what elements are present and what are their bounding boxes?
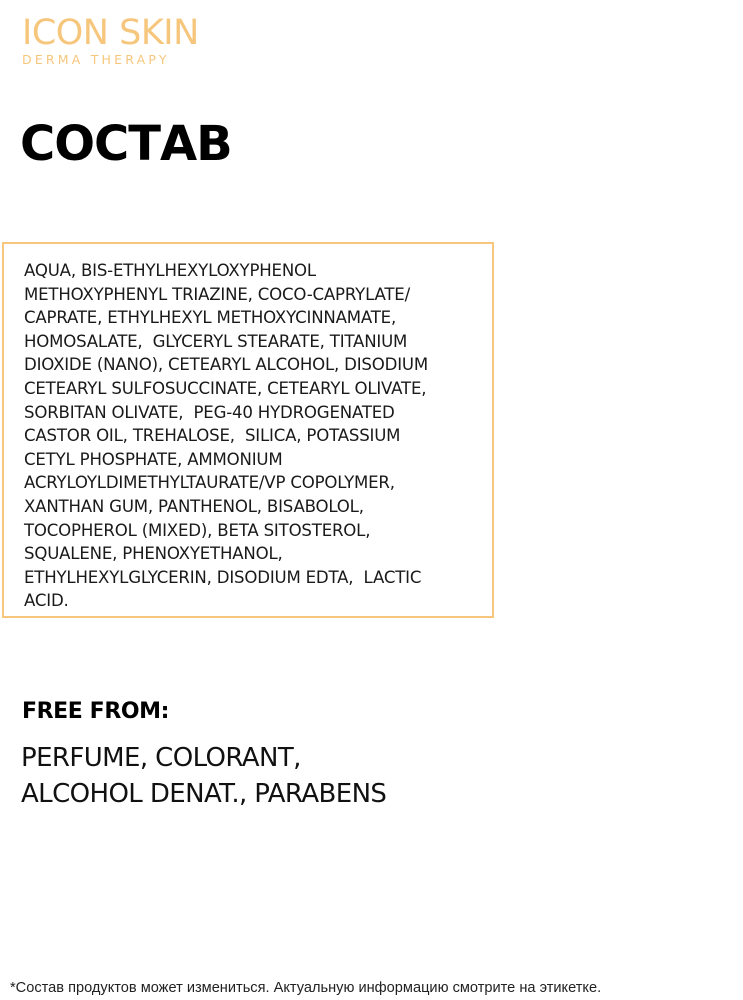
ingredient-line: TOCOPHEROL (MIXED), BETA SITOSTEROL, bbox=[24, 520, 371, 540]
ingredient-line: SORBITAN OLIVATE, PEG-40 HYDROGENATED bbox=[24, 402, 395, 422]
ingredient-line: CETYL PHOSPHATE, AMMONIUM bbox=[24, 449, 283, 469]
ingredient-line: METHOXYPHENYL TRIAZINE, COCO-CAPRYLATE/ bbox=[24, 284, 410, 304]
ingredient-line: XANTHAN GUM, PANTHENOL, BISABOLOL, bbox=[24, 496, 364, 516]
ingredient-line: CETEARYL SULFOSUCCINATE, CETEARYL OLIVATE, bbox=[24, 378, 427, 398]
ingredients-list bbox=[24, 259, 428, 613]
free-from-line: PERFUME, COLORANT, bbox=[21, 743, 301, 773]
ingredient-line: ACID. bbox=[24, 591, 69, 611]
ingredient-line: CAPRATE, ETHYLHEXYL METHOXYCINNAMATE, bbox=[24, 308, 397, 328]
ingredient-line: DIOXIDE (NANO), CETEARYL ALCOHOL, DISODIUM bbox=[24, 355, 428, 375]
ingredient-line: AQUA, BIS-ETHYLHEXYLOXYPHENOL bbox=[24, 261, 316, 280]
brand-logo bbox=[22, 14, 199, 67]
footnote: *Состав продуктов может измениться. Актуальную информацию смотрите на этикетке. bbox=[10, 980, 602, 996]
ingredient-line: ETHYLHEXYLGLYCERIN, DISODIUM EDTA, LACTIC bbox=[24, 567, 422, 587]
free-from-line: ALCOHOL DENAT., PARABENS bbox=[21, 779, 387, 809]
free-from-heading: FREE FROM: bbox=[22, 699, 170, 724]
page-title: СОСТАВ bbox=[20, 116, 232, 172]
ingredients-box bbox=[2, 242, 494, 618]
ingredient-line: SQUALENE, PHENOXYETHANOL, bbox=[24, 544, 283, 564]
free-from-list bbox=[21, 740, 386, 812]
ingredient-line: ACRYLOYLDIMETHYLTAURATE/VP COPOLYMER, bbox=[24, 473, 395, 493]
brand-name: ICON SKIN bbox=[22, 13, 199, 53]
ingredient-line: HOMOSALATE, GLYCERYL STEARATE, TITANIUM bbox=[24, 331, 408, 351]
brand-tagline: DERMA THERAPY bbox=[22, 52, 170, 67]
ingredient-line: CASTOR OIL, TREHALOSE, SILICA, POTASSIUM bbox=[24, 426, 401, 446]
